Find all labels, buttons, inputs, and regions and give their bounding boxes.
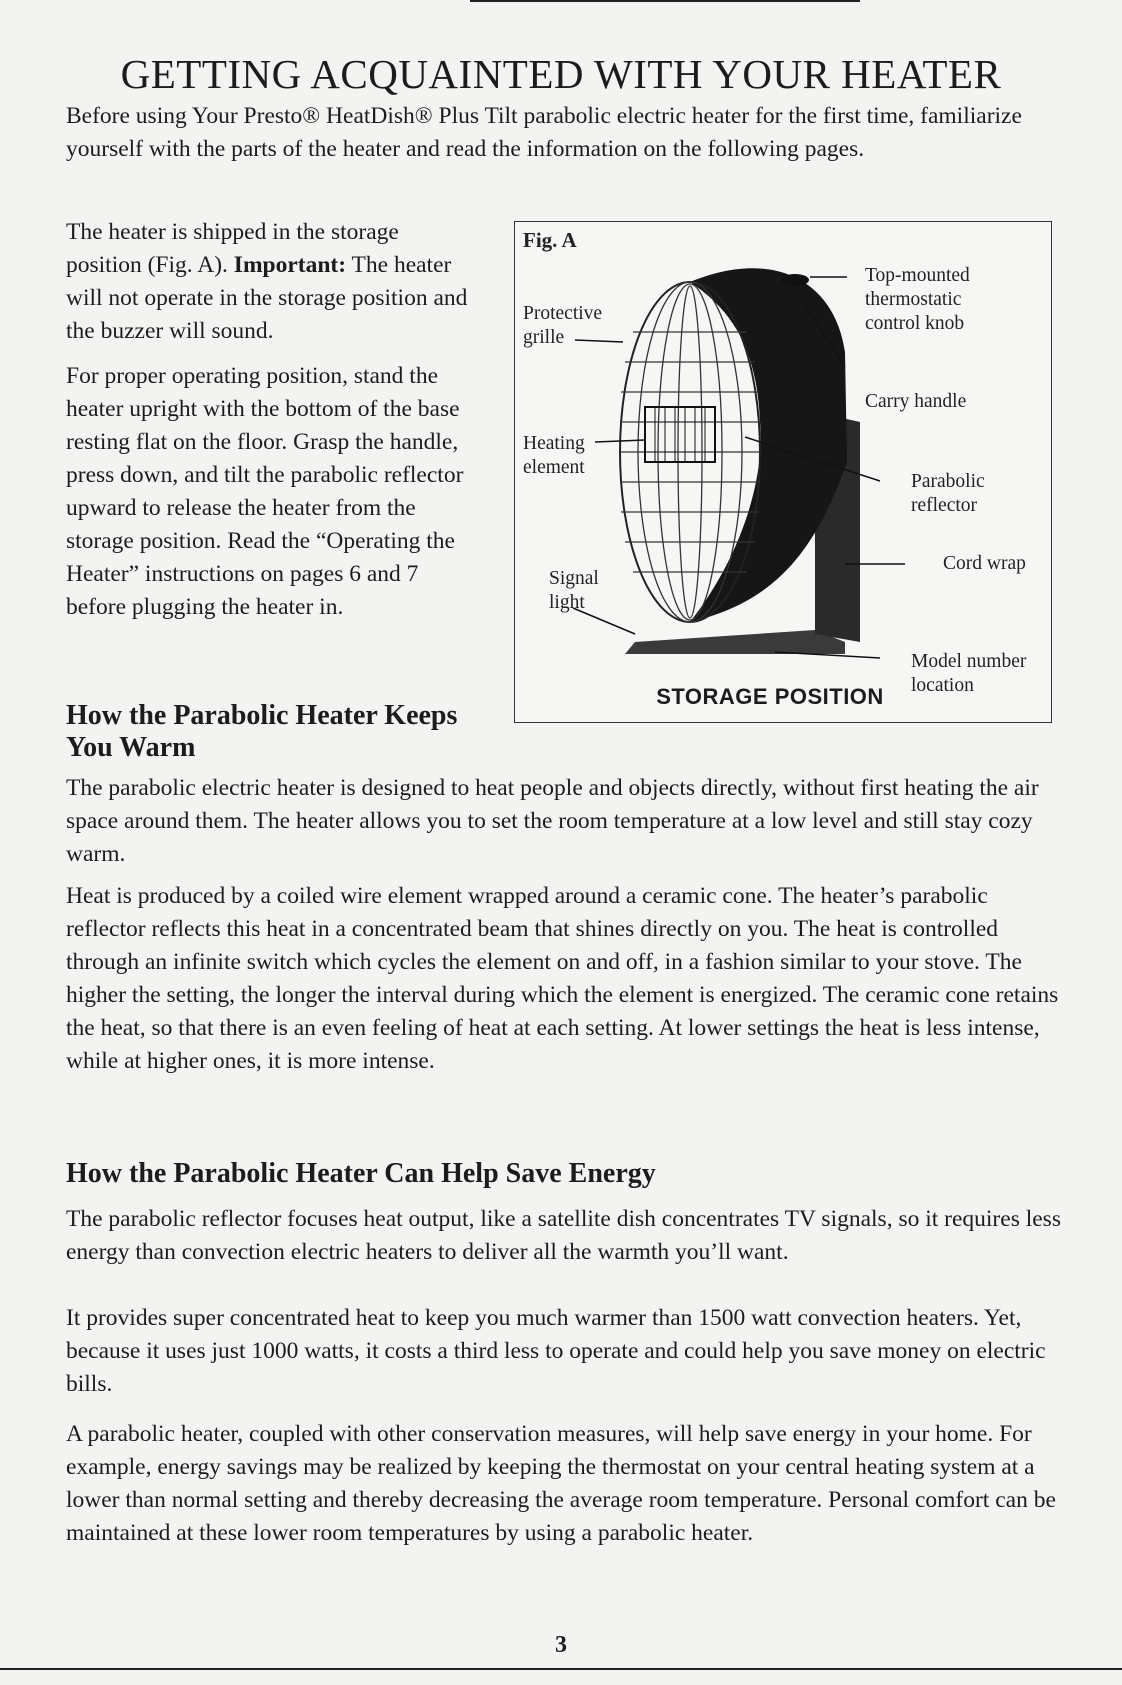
storage-text-post: The heater will not operate in the storage position and the buzzer will sound. (66, 252, 468, 344)
bottom-rule (0, 1668, 1122, 1670)
operating-position-paragraph: For proper operating position, stand the heater upright with the bottom of the base resting flat on the floor. Grasp the handle, press down, and tilt the parabolic reflector upward to release the heater from the storage position. Read the “Operating the Heater” instructions on pages 6 and 7 before plugging the heater in. (66, 363, 464, 620)
carry-handle-label: Carry handle (865, 391, 967, 412)
thermostat-knob-label: Top-mounted thermostatic control knob (865, 265, 970, 334)
heater-base (625, 630, 845, 654)
heating-element-label: Heating element (523, 433, 585, 478)
storage-text-pre: The heater is shipped in the storage position (Fig. A). (66, 219, 399, 278)
heading-keeps-you-warm: How the Parabolic Heater Keeps You Warm (66, 700, 458, 763)
model-number-label: Model number location (911, 651, 1027, 696)
protective-grille-label: Protective grille (523, 303, 603, 348)
conservation-paragraph: A parabolic heater, coupled with other conservation measures, will help save energy in your home. For example, energy savings may be realized by keeping the thermostat on your central heating system at a lower than normal setting and thereby decreasing the average room temperature. Personal comfort can be maintained at these lower room temperatures by using a parabolic heater. (66, 1421, 1056, 1546)
page-title: GETTING ACQUAINTED WITH YOUR HEATER (120, 51, 1002, 97)
heading-save-energy: How the Parabolic Heater Can Help Save Energy (66, 1158, 656, 1189)
parabolic-reflector-label: Parabolic reflector (911, 471, 985, 516)
signal-light-label: Signal light (549, 568, 599, 613)
figure-title: Fig. A (523, 228, 577, 252)
thermostat-knob-shape (781, 274, 809, 286)
storage-paragraph (66, 216, 478, 348)
cord-wrap-label: Cord wrap (943, 553, 1026, 574)
concentrated-heat-paragraph: It provides super concentrated heat to keep you much warmer than 1500 watt convection heaters. Yet, because it uses just 1000 watts, it costs a third less to operate and could help you save money on electric bills. (66, 1305, 1046, 1397)
figure-caption: STORAGE POSITION (656, 684, 884, 709)
designed-paragraph: The parabolic electric heater is designed to heat people and objects directly, without first heating the air space around them. The heater allows you to set the room temperature at a low level and still stay cozy warm. (66, 775, 1039, 867)
intro-paragraph: Before using Your Presto® HeatDish® Plus Tilt parabolic electric heater for the first time, familiarize yourself with the parts of the heater and read the information on the following pages. (66, 103, 1022, 162)
important-label: Important: (233, 252, 347, 278)
top-rule (470, 0, 860, 2)
focuses-paragraph: The parabolic reflector focuses heat output, like a satellite dish concentrates TV signals, so it requires less energy than convection electric heaters to deliver all the warmth you’ll want. (66, 1206, 1061, 1265)
page-number: 3 (555, 1632, 567, 1658)
figure-a (514, 221, 1052, 723)
coiled-wire-paragraph: Heat is produced by a coiled wire element wrapped around a ceramic cone. The heater’s parabolic reflector reflects this heat in a concentrated beam that shines directly on you. The heat is controlled through an infinite switch which cycles the element on and off, in a fashion similar to your stove. The higher the setting, the longer the interval during which the element is energized. The ceramic cone retains the heat, so that there is an even feeling of heat at each setting. At lower settings the heat is less intense, while at higher ones, it is more intense. (66, 883, 1059, 1074)
